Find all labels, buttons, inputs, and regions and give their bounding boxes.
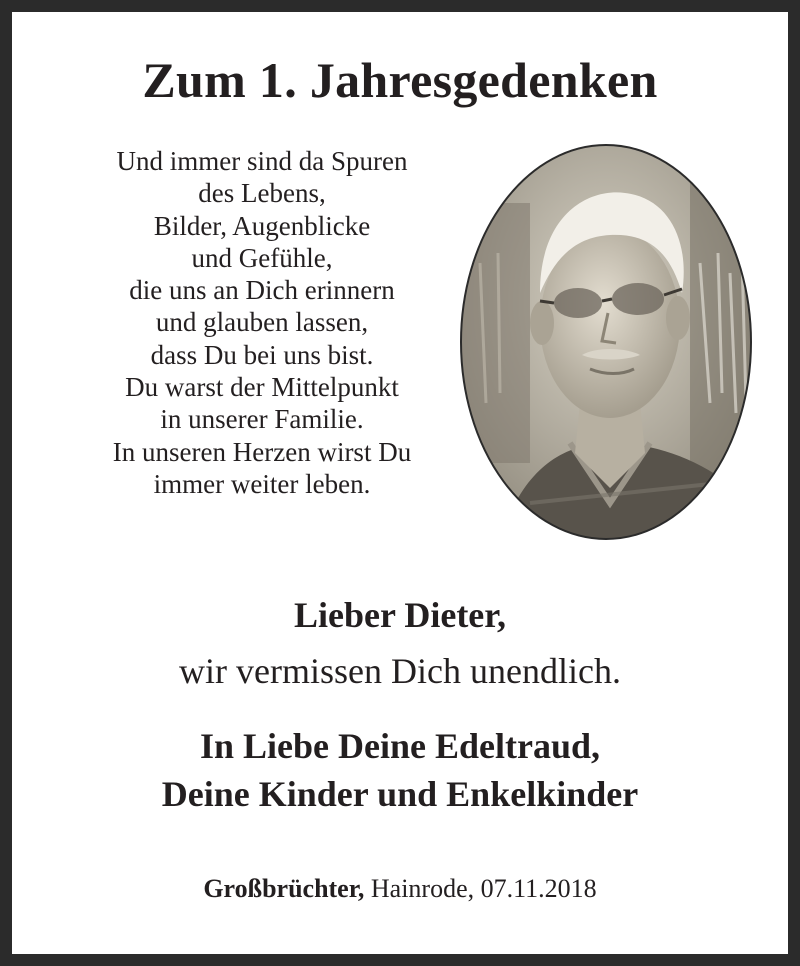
poem-line: Bilder, Augenblicke: [153, 210, 371, 241]
poem-line: und glauben lassen,: [155, 307, 369, 338]
footer-place-date: [0, 872, 800, 906]
poem-line: des Lebens,: [198, 178, 326, 209]
poem-line: immer weiter leben.: [153, 468, 371, 499]
signature-line: In Liebe Deine Edeltraud,: [199, 726, 601, 766]
notice-title: Zum 1. Jahresgedenken: [142, 52, 658, 108]
signature-line: Deine Kinder und Enkelkinder: [161, 774, 639, 814]
greeting-message: wir vermissen Dich unendlich.: [179, 651, 621, 691]
poem-line: Du warst der Mittelpunkt: [125, 372, 399, 403]
signature: [0, 722, 800, 818]
poem-line: In unseren Herzen wirst Du: [112, 436, 412, 467]
poem-line: in unserer Familie.: [160, 404, 364, 435]
poem: [62, 145, 462, 500]
footer-place-bold: Großbrüchter,: [203, 874, 365, 903]
poem-line: Und immer sind da Spuren: [116, 146, 408, 176]
greeting-name: Lieber Dieter,: [294, 595, 506, 635]
poem-line: dass Du bei uns bist.: [150, 339, 374, 370]
portrait-photo: [460, 143, 752, 541]
footer-place-date-text: Hainrode, 07.11.2018: [364, 874, 597, 903]
poem-line: die uns an Dich erinnern: [129, 275, 395, 306]
poem-line: und Gefühle,: [191, 242, 333, 273]
